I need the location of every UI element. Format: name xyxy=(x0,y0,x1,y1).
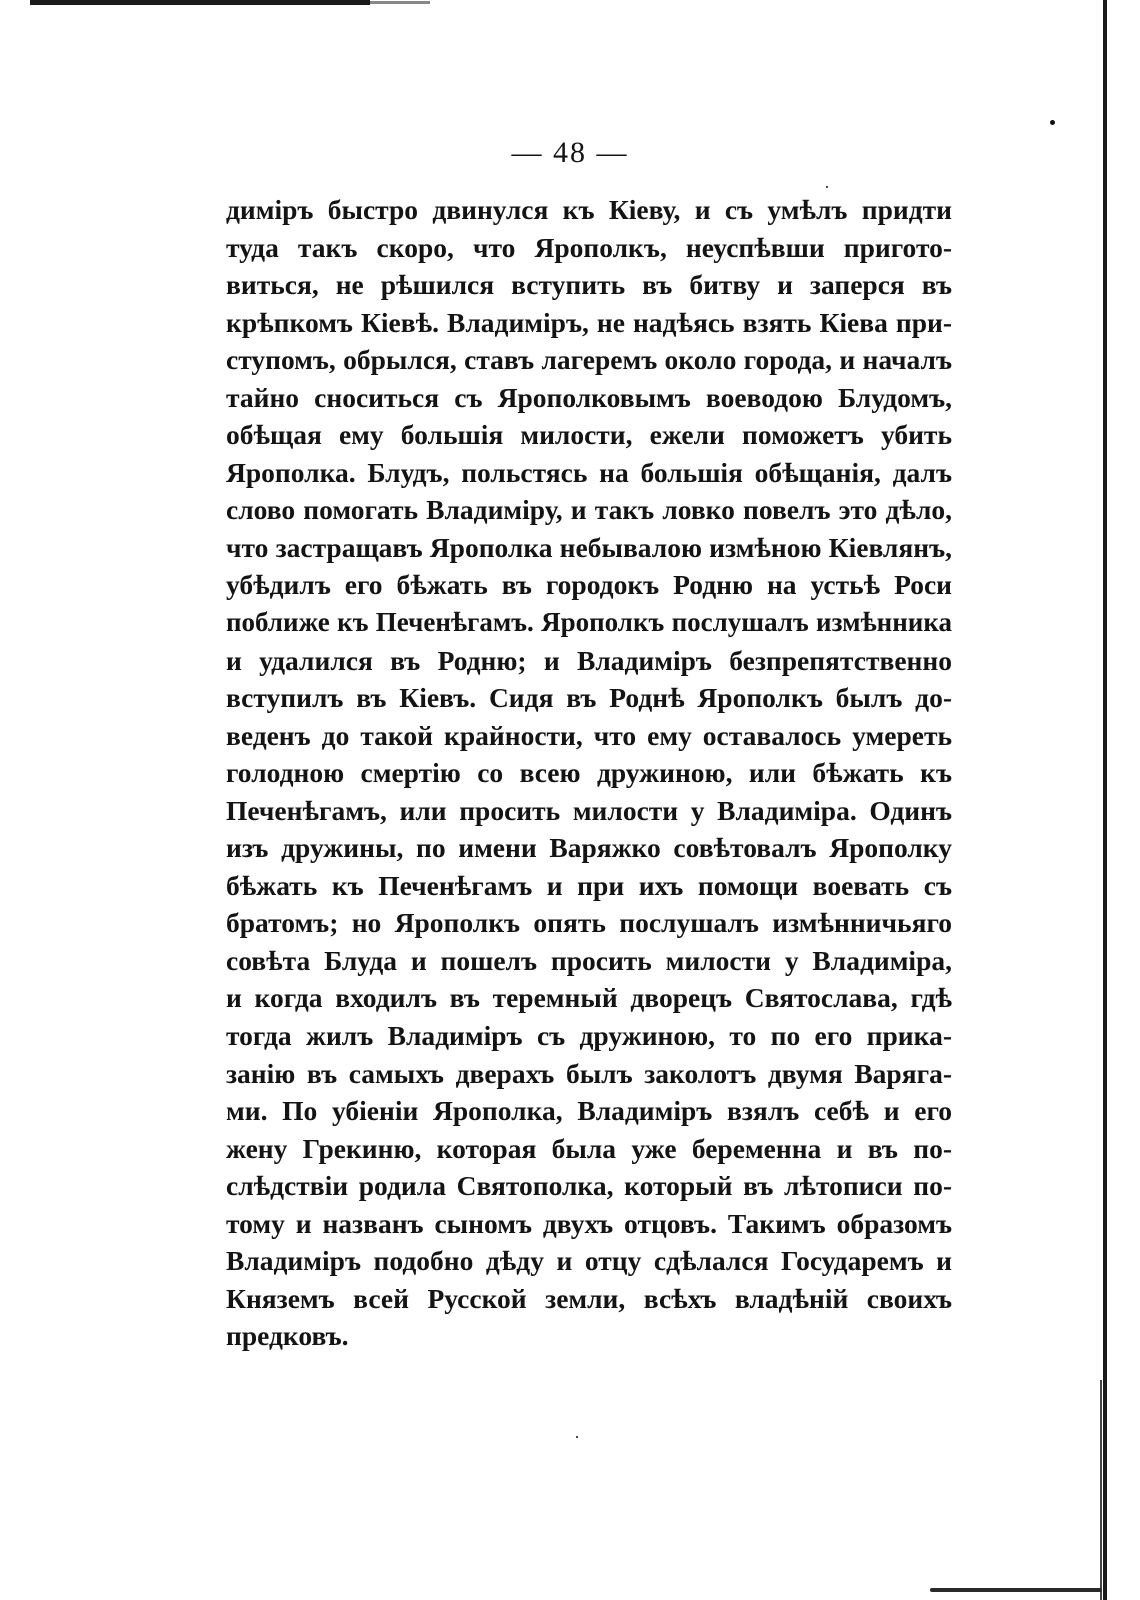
text-line: вступилъ въ Кіевъ. Сидя въ Роднѣ Ярополкъ былъ до- xyxy=(226,682,952,714)
text-line: поближе къ Печенѣгамъ. Ярополкъ послушалъ измѣнника xyxy=(226,607,952,638)
text-line: виться, не рѣшился вступить въ битву и заперся въ xyxy=(226,269,952,301)
text-line: братомъ; но Ярополкъ опять послушалъ измѣнничьяго xyxy=(226,907,952,939)
text-line: жену Грекиню, которая была уже беременна и въ по- xyxy=(226,1132,952,1164)
text-line: голодною смертію со всею дружиною, или бѣжать къ xyxy=(226,757,952,789)
text-line: занію въ самыхъ дверахъ былъ заколотъ двумя Варяга- xyxy=(226,1057,952,1089)
text-line: что застращавъ Ярополка небывалою измѣною Кіевлянъ, xyxy=(226,531,952,563)
text-line: совѣта Блуда и пошелъ просить милости у Владиміра, xyxy=(226,944,952,976)
scan-top-edge-fade xyxy=(370,1,430,4)
page-number: — 48 — xyxy=(511,136,629,169)
scan-right-edge-shadow xyxy=(1100,1380,1102,1600)
ink-speck xyxy=(1050,120,1055,125)
text-line: ступомъ, обрылся, ставъ лагеремъ около города, и началъ xyxy=(226,344,952,376)
text-line: диміръ быстро двинулся къ Кіеву, и съ умѣлъ придти xyxy=(226,194,952,225)
text-line: веденъ до такой крайности, что ему оставалось умереть xyxy=(226,719,952,751)
text-line: предковъ. xyxy=(226,1320,349,1352)
scan-right-edge-line xyxy=(1103,0,1107,1600)
text-line: Ярополка. Блудъ, польстясь на большія обѣщанія, далъ xyxy=(226,456,952,488)
text-line: Владиміръ подобно дѣду и отцу сдѣлался Государемъ и xyxy=(226,1245,952,1277)
scan-top-edge-mark xyxy=(30,0,370,5)
text-line: туда такъ скоро, что Ярополкъ, неуспѣвши пригото- xyxy=(226,231,952,263)
text-line: Печенѣгамъ, или просить милости у Владиміра. Одинъ xyxy=(226,794,952,826)
scan-bottom-smudge xyxy=(930,1588,1102,1592)
text-line: слѣдствіи родила Святополка, который въ лѣтописи по- xyxy=(226,1170,952,1202)
text-line: Княземъ всей Русской земли, всѣхъ владѣній своихъ xyxy=(226,1282,952,1314)
text-line: тому и названъ сыномъ двухъ отцовъ. Такимъ образомъ xyxy=(226,1207,952,1239)
text-line: крѣпкомъ Кіевѣ. Владиміръ, не надѣясь взять Кіева при- xyxy=(226,306,952,338)
text-line: обѣщая ему большія милости, ежели поможетъ убить xyxy=(226,419,952,451)
text-line: и когда входилъ въ теремный дворецъ Святослава, гдѣ xyxy=(226,982,952,1014)
body-text xyxy=(226,191,952,1355)
text-line: тогда жилъ Владиміръ съ дружиною, то по его прика- xyxy=(226,1020,952,1052)
text-line: убѣдилъ его бѣжать въ городокъ Родню на устьѣ Роси xyxy=(226,569,952,601)
text-line: слово помогать Владиміру, и такъ ловко повелъ это дѣло, xyxy=(226,494,952,526)
text-line: изъ дружины, по имени Варяжко совѣтовалъ Ярополку xyxy=(226,832,952,864)
text-line: ми. По убіеніи Ярополка, Владиміръ взялъ себѣ и его xyxy=(226,1095,952,1127)
text-line: бѣжать къ Печенѣгамъ и при ихъ помощи воевать съ xyxy=(226,869,952,901)
text-line: тайно сноситься съ Ярополковымъ воеводою Блудомъ, xyxy=(226,381,952,413)
ink-speck xyxy=(826,186,828,188)
ink-speck xyxy=(576,1436,578,1438)
text-line: и удалился въ Родню; и Владиміръ безпрепятственно xyxy=(226,644,952,676)
